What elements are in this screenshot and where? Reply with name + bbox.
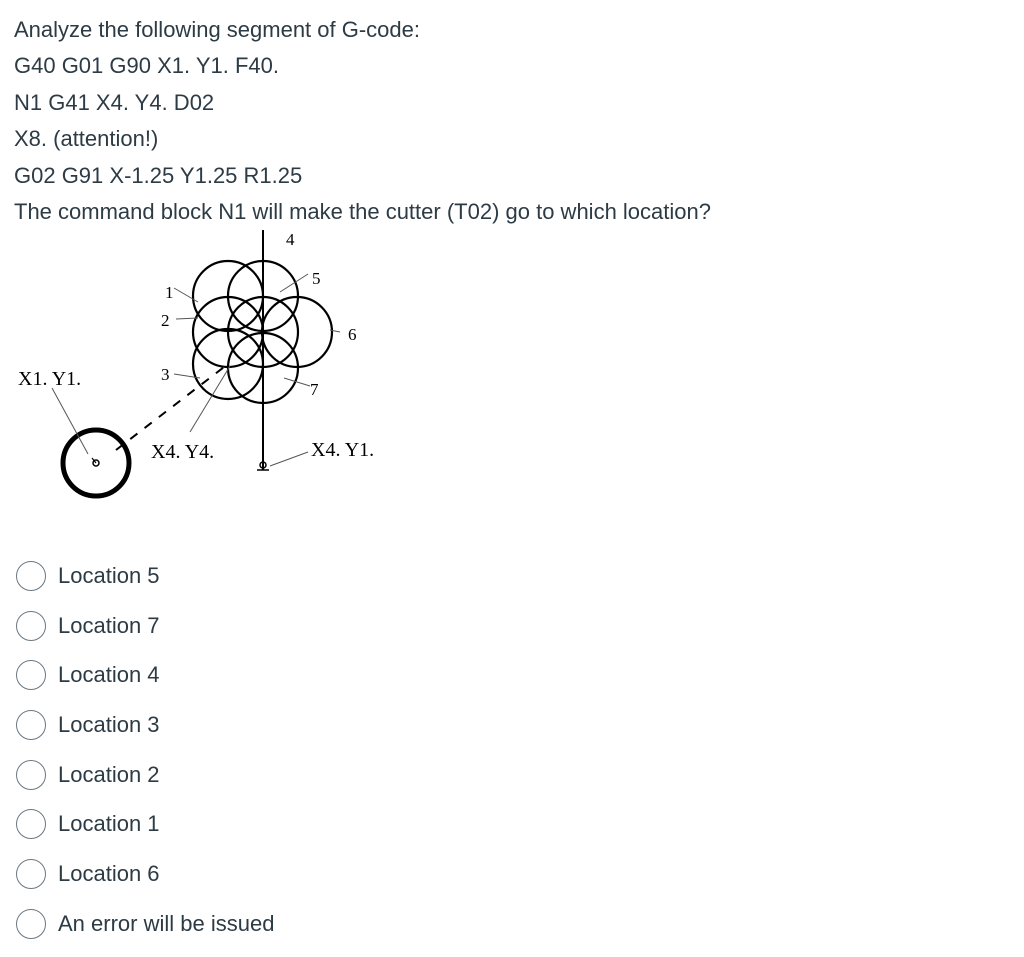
answer-option[interactable] — [16, 700, 616, 750]
radio-button[interactable] — [16, 809, 46, 839]
answer-label: An error will be issued — [58, 910, 275, 936]
radio-button[interactable] — [16, 859, 46, 889]
answer-label: Location 2 — [58, 761, 160, 787]
label-location-1: 1 — [165, 283, 174, 302]
answer-label: Location 4 — [58, 662, 160, 688]
label-location-3: 3 — [161, 365, 170, 384]
answer-option[interactable] — [16, 750, 616, 800]
answer-label: Location 5 — [58, 562, 160, 588]
question-text — [14, 12, 1014, 230]
gcode-line: X8. (attention!) — [14, 126, 159, 152]
label-corner-xy: X4. Y1. — [311, 439, 375, 461]
answer-label: Location 3 — [58, 711, 160, 737]
gcode-line: G02 G91 X-1.25 Y1.25 R1.25 — [14, 162, 303, 188]
cutter-path-diagram — [0, 226, 420, 516]
tool-path-dashed — [116, 364, 228, 450]
answer-options — [16, 551, 616, 949]
answer-option[interactable] — [16, 899, 616, 949]
radio-button[interactable] — [16, 561, 46, 591]
question-prompt: The command block N1 will make the cutter (T02) go to which location? — [14, 198, 711, 224]
radio-button[interactable] — [16, 760, 46, 790]
radio-button[interactable] — [16, 909, 46, 939]
answer-option[interactable] — [16, 849, 616, 899]
answer-option[interactable] — [16, 551, 616, 601]
label-location-2: 2 — [161, 311, 170, 330]
answer-option[interactable] — [16, 650, 616, 700]
label-location-6: 6 — [348, 325, 357, 344]
label-location-5: 5 — [312, 269, 321, 288]
radio-button[interactable] — [16, 660, 46, 690]
label-location-4: 4 — [286, 230, 295, 249]
gcode-line: N1 G41 X4. Y4. D02 — [14, 89, 215, 115]
label-location-7: 7 — [310, 380, 319, 399]
label-target-xy: X4. Y4. — [151, 441, 215, 463]
answer-option[interactable] — [16, 601, 616, 651]
question-line: Analyze the following segment of G-code: — [14, 17, 421, 42]
answer-label: Location 1 — [58, 811, 160, 837]
answer-label: Location 6 — [58, 860, 160, 886]
gcode-line: G40 G01 G90 X1. Y1. F40. — [14, 53, 279, 79]
radio-button[interactable] — [16, 710, 46, 740]
label-start-xy: X1. Y1. — [18, 368, 82, 390]
answer-label: Location 7 — [58, 612, 160, 638]
radio-button[interactable] — [16, 611, 46, 641]
answer-option[interactable] — [16, 799, 616, 849]
